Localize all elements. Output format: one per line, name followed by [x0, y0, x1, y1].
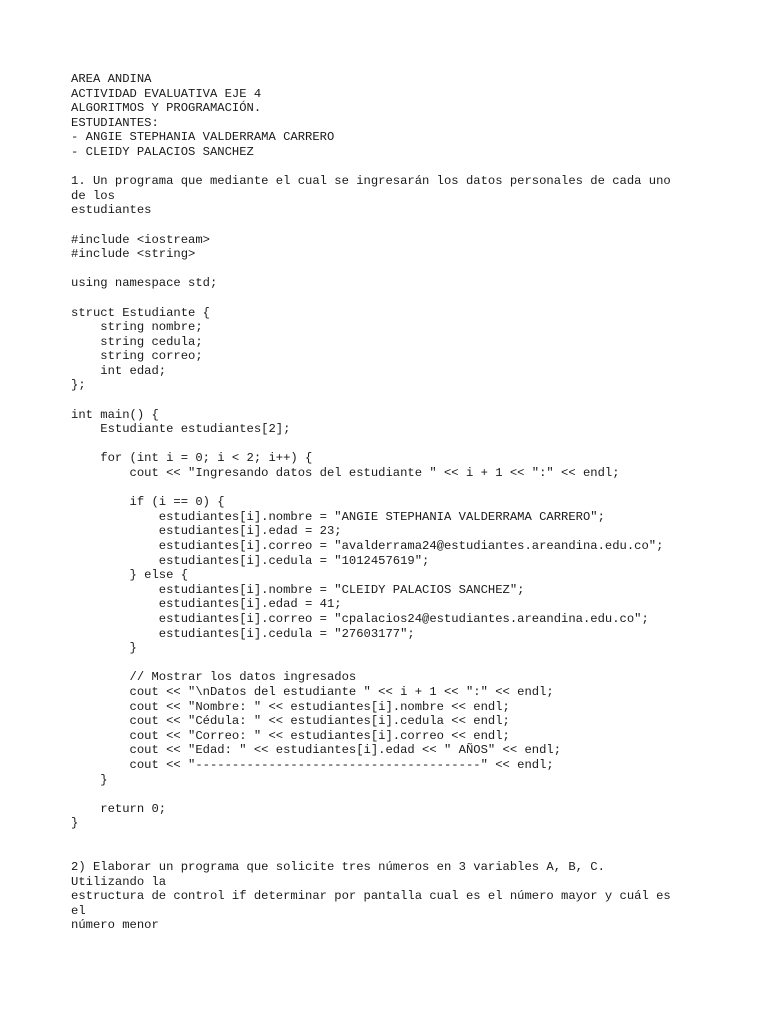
document-line: estructura de control if determinar por pantalla cual es el número mayor y cuál es — [71, 889, 671, 904]
document-line: cout << "Correo: " << estudiantes[i].correo << endl; — [71, 728, 510, 743]
document-line: estudiantes[i].edad = 41; — [71, 597, 342, 612]
document-line: for (int i = 0; i < 2; i++) { — [71, 451, 313, 466]
document-line: struct Estudiante { — [71, 305, 210, 320]
document-line: } — [71, 641, 137, 656]
document-line: - CLEIDY PALACIOS SANCHEZ — [71, 144, 254, 159]
document-line: estudiantes[i].nombre = "ANGIE STEPHANIA VALDERRAMA CARRERO"; — [71, 509, 605, 524]
document-line: ACTIVIDAD EVALUATIVA EJE 4 — [71, 86, 262, 101]
document-line: #include <string> — [71, 247, 196, 262]
document-line: 2) Elaborar un programa que solicite tres números en 3 variables A, B, C. — [71, 860, 605, 875]
document-line — [71, 437, 711, 452]
document-line: using namespace std; — [71, 276, 218, 291]
document-line: estudiantes — [71, 203, 152, 218]
document-line — [71, 656, 711, 671]
document-line: el — [71, 903, 86, 918]
document-line: if (i == 0) { — [71, 495, 225, 510]
document-line: string nombre; — [71, 320, 203, 335]
document-line: string cedula; — [71, 334, 203, 349]
document-line — [71, 218, 711, 233]
document-line: return 0; — [71, 801, 167, 816]
document-line: int main() { — [71, 407, 159, 422]
document-line — [71, 481, 711, 496]
document-line — [71, 845, 711, 860]
document-line: // Mostrar los datos ingresados — [71, 670, 357, 685]
document-line: AREA ANDINA — [71, 72, 152, 86]
document-line: } — [71, 816, 79, 831]
document-line: estudiantes[i].nombre = "CLEIDY PALACIOS SANCHEZ"; — [71, 582, 525, 597]
document-line — [71, 291, 711, 306]
document-line — [71, 831, 711, 846]
document-line: } — [71, 772, 108, 787]
document-line: int edad; — [71, 363, 167, 378]
document-line: Estudiante estudiantes[2]; — [71, 422, 291, 437]
document-line: ALGORITMOS Y PROGRAMACIÓN. — [71, 101, 262, 116]
document-line: 1. Un programa que mediante el cual se ingresarán los datos personales de cada uno — [71, 174, 671, 189]
document-line: estudiantes[i].edad = 23; — [71, 524, 342, 539]
document-line — [71, 160, 711, 175]
document-line — [71, 262, 711, 277]
document-line: } else { — [71, 568, 189, 583]
document-line: #include <iostream> — [71, 232, 210, 247]
document-line: número menor — [71, 918, 159, 933]
document-line: estudiantes[i].correo = "avalderrama24@estudiantes.areandina.edu.co"; — [71, 539, 664, 553]
document-line: estudiantes[i].correo = "cpalacios24@estudiantes.areandina.edu.co"; — [71, 611, 649, 626]
document-line: estudiantes[i].cedula = "1012457619"; — [71, 553, 430, 568]
document-line: ESTUDIANTES: — [71, 115, 159, 130]
document-line: cout << "Cédula: " << estudiantes[i].cedula << endl; — [71, 714, 510, 729]
document-line: cout << "Edad: " << estudiantes[i].edad << " AÑOS" << endl; — [71, 743, 562, 758]
document-line: - ANGIE STEPHANIA VALDERRAMA CARRERO — [71, 130, 335, 145]
document-line: }; — [71, 378, 86, 393]
document-line: string correo; — [71, 349, 203, 364]
document-line: de los — [71, 188, 115, 203]
document-line: cout << "---------------------------------------" << endl; — [71, 757, 554, 772]
document-line: estudiantes[i].cedula = "27603177"; — [71, 626, 415, 641]
document-line: Utilizando la — [71, 874, 167, 889]
document-line: cout << "\nDatos del estudiante " << i + 1 << ":" << endl; — [71, 684, 554, 699]
document-line — [71, 393, 711, 408]
document-line: cout << "Ingresando datos del estudiante " << i + 1 << ":" << endl; — [71, 466, 620, 481]
document-line: cout << "Nombre: " << estudiantes[i].nombre << endl; — [71, 699, 510, 714]
document-page — [71, 72, 711, 933]
document-line — [71, 787, 711, 802]
